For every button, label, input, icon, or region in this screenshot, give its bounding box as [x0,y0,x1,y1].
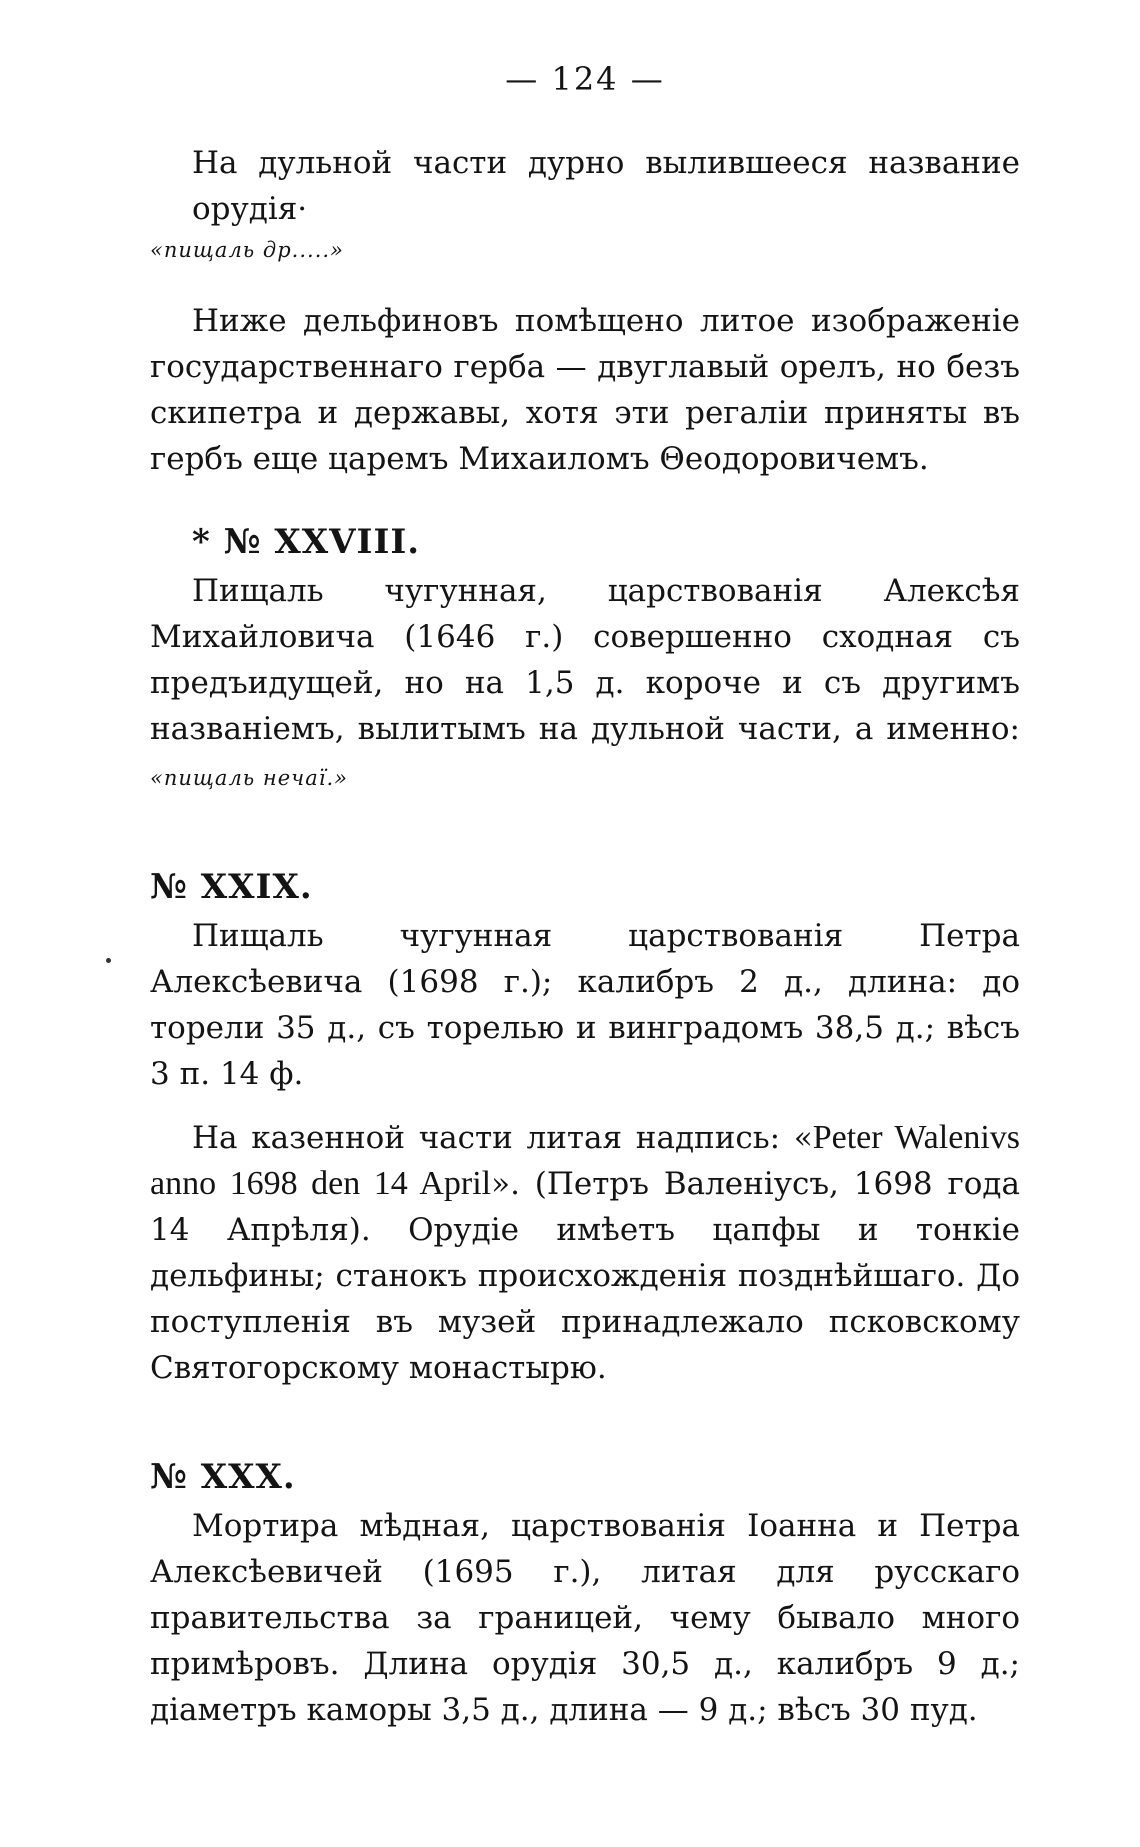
inscription-pishchal-nechai: «пищаль нечаї.» [150,766,349,790]
latin-inscription: Peter Walenivs anno 1698 den 14 April [150,1119,1020,1202]
paragraph-muzzle-inscription [150,140,1020,232]
entry-heading-xxix: № XXIX. [150,867,313,907]
entry-xxviii-body: Пищаль чугунная, царствованія Алексѣя Михайловича (1646 г.) совершенно сходная съ предъидущей, но на 1,5 д. короче и съ другимъ названіемъ, вылитымъ на дульной части, а именно: [150,573,1020,747]
page-number: — 124 — [505,60,665,98]
entry-text-xxviii [150,568,1020,801]
entry-heading-xxviii: * № XXVIII. [192,522,421,562]
muzzle-line: На дульной части дурно вылившееся название орудія· [192,145,1020,227]
book-page [150,60,1020,1733]
entry-heading-xxx: № XXX. [150,1457,296,1497]
inscription-intro: На казенной части литая надпись: « [192,1120,813,1156]
paragraph-coat-of-arms: Ниже дельфиновъ помѣщено литое изображеніе государственнаго герба — двуглавый орелъ, но безъ скипетра и державы, хотя эти регаліи приняты въ гербъ еще царемъ Михаиломъ Θеодоровичемъ. [150,303,1020,477]
inscription-translation: ». (Петръ Валеніусъ, 1698 года 14 Апрѣля). Орудіе имѣетъ цапфы и тонкіе дельфины; станокъ происхожденія позднѣйшаго. До поступленія въ музей принадлежало псковскому Святогорскому монастырю. [150,1166,1020,1386]
entry-text-xxix-inscription [150,1115,1020,1391]
inscription-pishchal-dr: «пищаль др.....» [150,238,344,262]
entry-text-xxx: Мортира мѣдная, царствованія Іоанна и Петра Алексѣевичей (1695 г.), литая для русскаго правительства за границей, чему бывало много примѣровъ. Длина орудія 30,5 д., калибръ 9 д.; діаметръ каморы 3,5 д., длина — 9 д.; вѣсъ 30 пуд. [150,1508,1020,1728]
entry-text-xxix: Пищаль чугунная царствованія Петра Алексѣевича (1698 г.); калибръ 2 д., длина: до торели 35 д., съ торелью и винградомъ 38,5 д.; вѣсъ 3 п. 14 ф. [150,918,1020,1092]
margin-dot [106,958,111,963]
